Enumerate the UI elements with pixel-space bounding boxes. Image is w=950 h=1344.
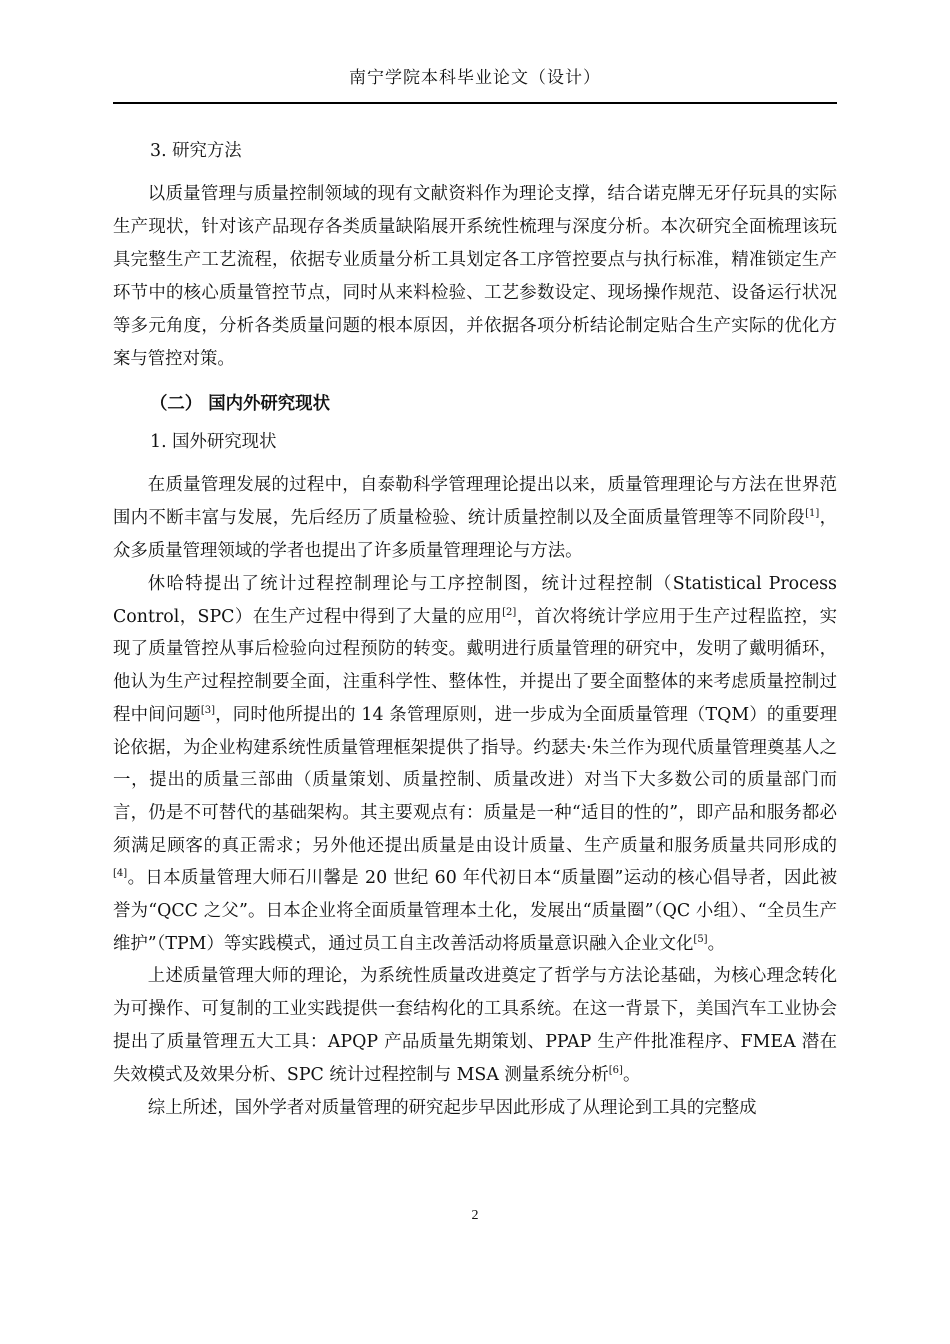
- paragraph-quality-masters: [113, 568, 837, 960]
- subsection-heading-foreign-research: 1. 国外研究现状: [150, 432, 277, 452]
- paragraph-text: 在质量管理发展的过程中，自泰勒科学管理理论提出以来，质量管理理论与方法在世界范围内不断丰富与发展，先后经历了质量检验、统计质量控制以及全面质量管理等不同阶段: [113, 475, 837, 528]
- paragraph-text: ，众多质量管理领域的学者也提出了许多质量管理理论与方法。: [113, 508, 837, 561]
- paragraph-text: 上述质量管理大师的理论，为系统性质量改进奠定了哲学与方法论基础，为核心理念转化为可操作、可复制的工业实践提供一套结构化的工具系统。在这一背景下，美国汽车工业协会提出了质量管理五大工具：APQP 产品质量先期策划、PPAP 生产件批准程序、FMEA 潜在失效模式及效果分析、SPC 统计过程控制与 MSA 测量系统分析: [113, 966, 837, 1086]
- paragraph-summary: 综上所述，国外学者对质量管理的研究起步早因此形成了从理论到工具的完整成: [147, 1098, 757, 1119]
- paragraph-text: 。: [622, 1065, 641, 1086]
- citation-ref: [6]: [608, 1065, 623, 1077]
- paragraph-text: ，首次将统计学应用于生产过程监控，实现了质量管控从事后检验向过程预防的转变。戴明进行质量管理的研究中，发明了戴明循环，他认为生产过程控制要全面，注重科学性、整体性，并提出了要全面整体的来考虑质量控制过程中间问题: [113, 606, 837, 725]
- section-heading-research-method: 3. 研究方法: [150, 141, 242, 161]
- paragraph-quality-history: [113, 469, 837, 568]
- paragraph-five-tools: [113, 960, 837, 1092]
- spacer: [113, 170, 837, 178]
- citation-ref: [4]: [113, 868, 128, 880]
- header-title: 南宁学院本科毕业论文（设计）: [349, 68, 601, 88]
- section-heading-research-status: （二） 国内外研究现状: [150, 394, 330, 414]
- spacer: [113, 376, 837, 384]
- page-number: 2: [471, 1208, 479, 1223]
- paragraph-text: 。日本质量管理大师石川馨是 20 世纪 60 年代初日本“质量圈”运动的核心倡导者，因此被誉为“QCC 之父”。日本企业将全面质量管理本土化，发展出“质量圈”（QC 小组）、“全员生产维护”（TPM）等实践模式，通过员工自主改善活动将质量意识融入企业文化: [113, 868, 837, 954]
- page-footer: [0, 1208, 950, 1224]
- page-body: [113, 133, 837, 1125]
- citation-ref: [2]: [502, 606, 517, 618]
- spacer: [113, 461, 837, 469]
- citation-ref: [1]: [805, 508, 820, 520]
- paragraph-research-method: 以质量管理与质量控制领域的现有文献资料作为理论支撑，结合诺克牌无牙仔玩具的实际生产现状，针对该产品现存各类质量缺陷展开系统性梳理与深度分析。本次研究全面梳理该玩具完整生产工艺流程，依据专业质量分析工具划定各工序管控要点与执行标准，精准锁定生产环节中的核心质量管控节点，同时从来料检验、工艺参数设定、现场操作规范、设备运行状况等多元角度，分析各类质量问题的根本原因，并依据各项分析结论制定贴合生产实际的优化方案与管控对策。: [113, 184, 837, 369]
- citation-ref: [3]: [200, 705, 216, 717]
- paragraph-text: ，同时他所提出的 14 条管理原则，进一步成为全面质量管理（TQM）的重要理论依据，为企业构建系统性质量管理框架提供了指导。约瑟夫·朱兰作为现代质量管理奠基人之一，提出的质量三部曲（质量策划、质量控制、质量改进）对当下大多数公司的质量部门而言，仍是不可替代的基础架构。其主要观点有：质量是一种“适目的性的”，即产品和服务都必须满足顾客的真正需求；另外他还提出质量是由设计质量、生产质量和服务质量共同形成的: [113, 704, 837, 856]
- citation-ref: [5]: [693, 933, 708, 945]
- paragraph-text: 休哈特提出了统计过程控制理论与工序控制图，统计过程控制（Statistical Process Control，SPC）在生产过程中得到了大量的应用: [113, 574, 837, 627]
- paragraph-text: 。: [707, 933, 725, 954]
- page-header: [113, 66, 837, 104]
